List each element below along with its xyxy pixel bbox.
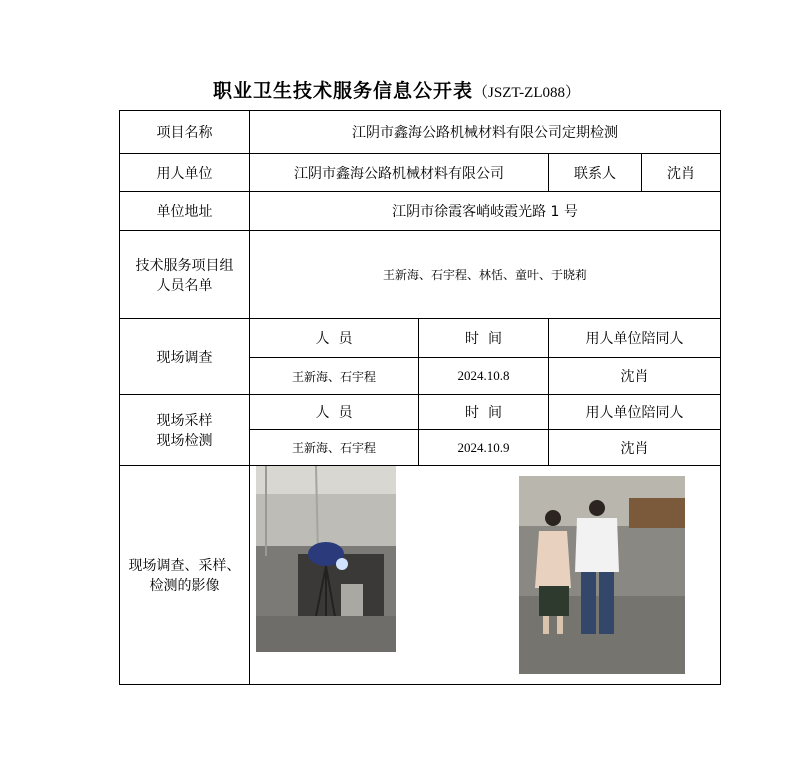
team-label-line2: 人员名单 — [156, 277, 213, 294]
sampling-people: 王新海、石宇程 — [250, 430, 419, 466]
page-title — [0, 76, 793, 103]
survey-header-escort: 用人单位陪同人 — [549, 319, 721, 358]
images-label — [120, 466, 250, 685]
sampling-header-escort: 用人单位陪同人 — [549, 395, 721, 430]
sampling-escort: 沈肖 — [549, 430, 721, 466]
contact-label: 联系人 — [549, 154, 642, 192]
survey-label: 现场调查 — [120, 319, 250, 395]
team-label-line1: 技术服务项目组 — [135, 257, 234, 274]
images-label-line2: 检测的影像 — [149, 578, 220, 594]
address-value: 江阴市徐霞客峭岐霞光路 1 号 — [250, 192, 721, 231]
photo-sampling-equipment — [256, 466, 396, 652]
row-images — [120, 466, 721, 685]
project-label: 项目名称 — [120, 111, 250, 154]
row-sampling-header — [120, 395, 721, 430]
survey-date: 2024.10.8 — [419, 358, 549, 395]
team-label — [120, 231, 250, 319]
title-code: （JSZT-ZL088） — [473, 85, 580, 101]
row-project — [120, 111, 721, 154]
survey-header-people: 人 员 — [250, 319, 419, 358]
row-team — [120, 231, 721, 319]
employer-label: 用人单位 — [120, 154, 250, 192]
row-address — [120, 192, 721, 231]
info-table — [119, 110, 721, 685]
row-survey-header — [120, 319, 721, 358]
sampling-label-line1: 现场采样 — [156, 413, 213, 429]
sampling-label — [120, 395, 250, 466]
row-employer — [120, 154, 721, 192]
address-label: 单位地址 — [120, 192, 250, 231]
project-value: 江阴市鑫海公路机械材料有限公司定期检测 — [250, 111, 721, 154]
survey-escort: 沈肖 — [549, 358, 721, 395]
sampling-date: 2024.10.9 — [419, 430, 549, 466]
sampling-label-line2: 现场检测 — [156, 433, 213, 449]
survey-header-time: 时 间 — [419, 319, 549, 358]
sampling-header-time: 时 间 — [419, 395, 549, 430]
title-main: 职业卫生技术服务信息公开表 — [213, 80, 474, 102]
photo-site-survey-people — [519, 476, 685, 674]
sampling-header-people: 人 员 — [250, 395, 419, 430]
images-cell — [250, 466, 721, 685]
contact-value: 沈肖 — [642, 154, 721, 192]
team-value: 王新海、石宇程、林恬、童叶、于晓莉 — [250, 231, 721, 319]
images-label-line1: 现场调查、采样、 — [128, 558, 241, 574]
employer-value: 江阴市鑫海公路机械材料有限公司 — [250, 154, 549, 192]
survey-people: 王新海、石宇程 — [250, 358, 419, 395]
